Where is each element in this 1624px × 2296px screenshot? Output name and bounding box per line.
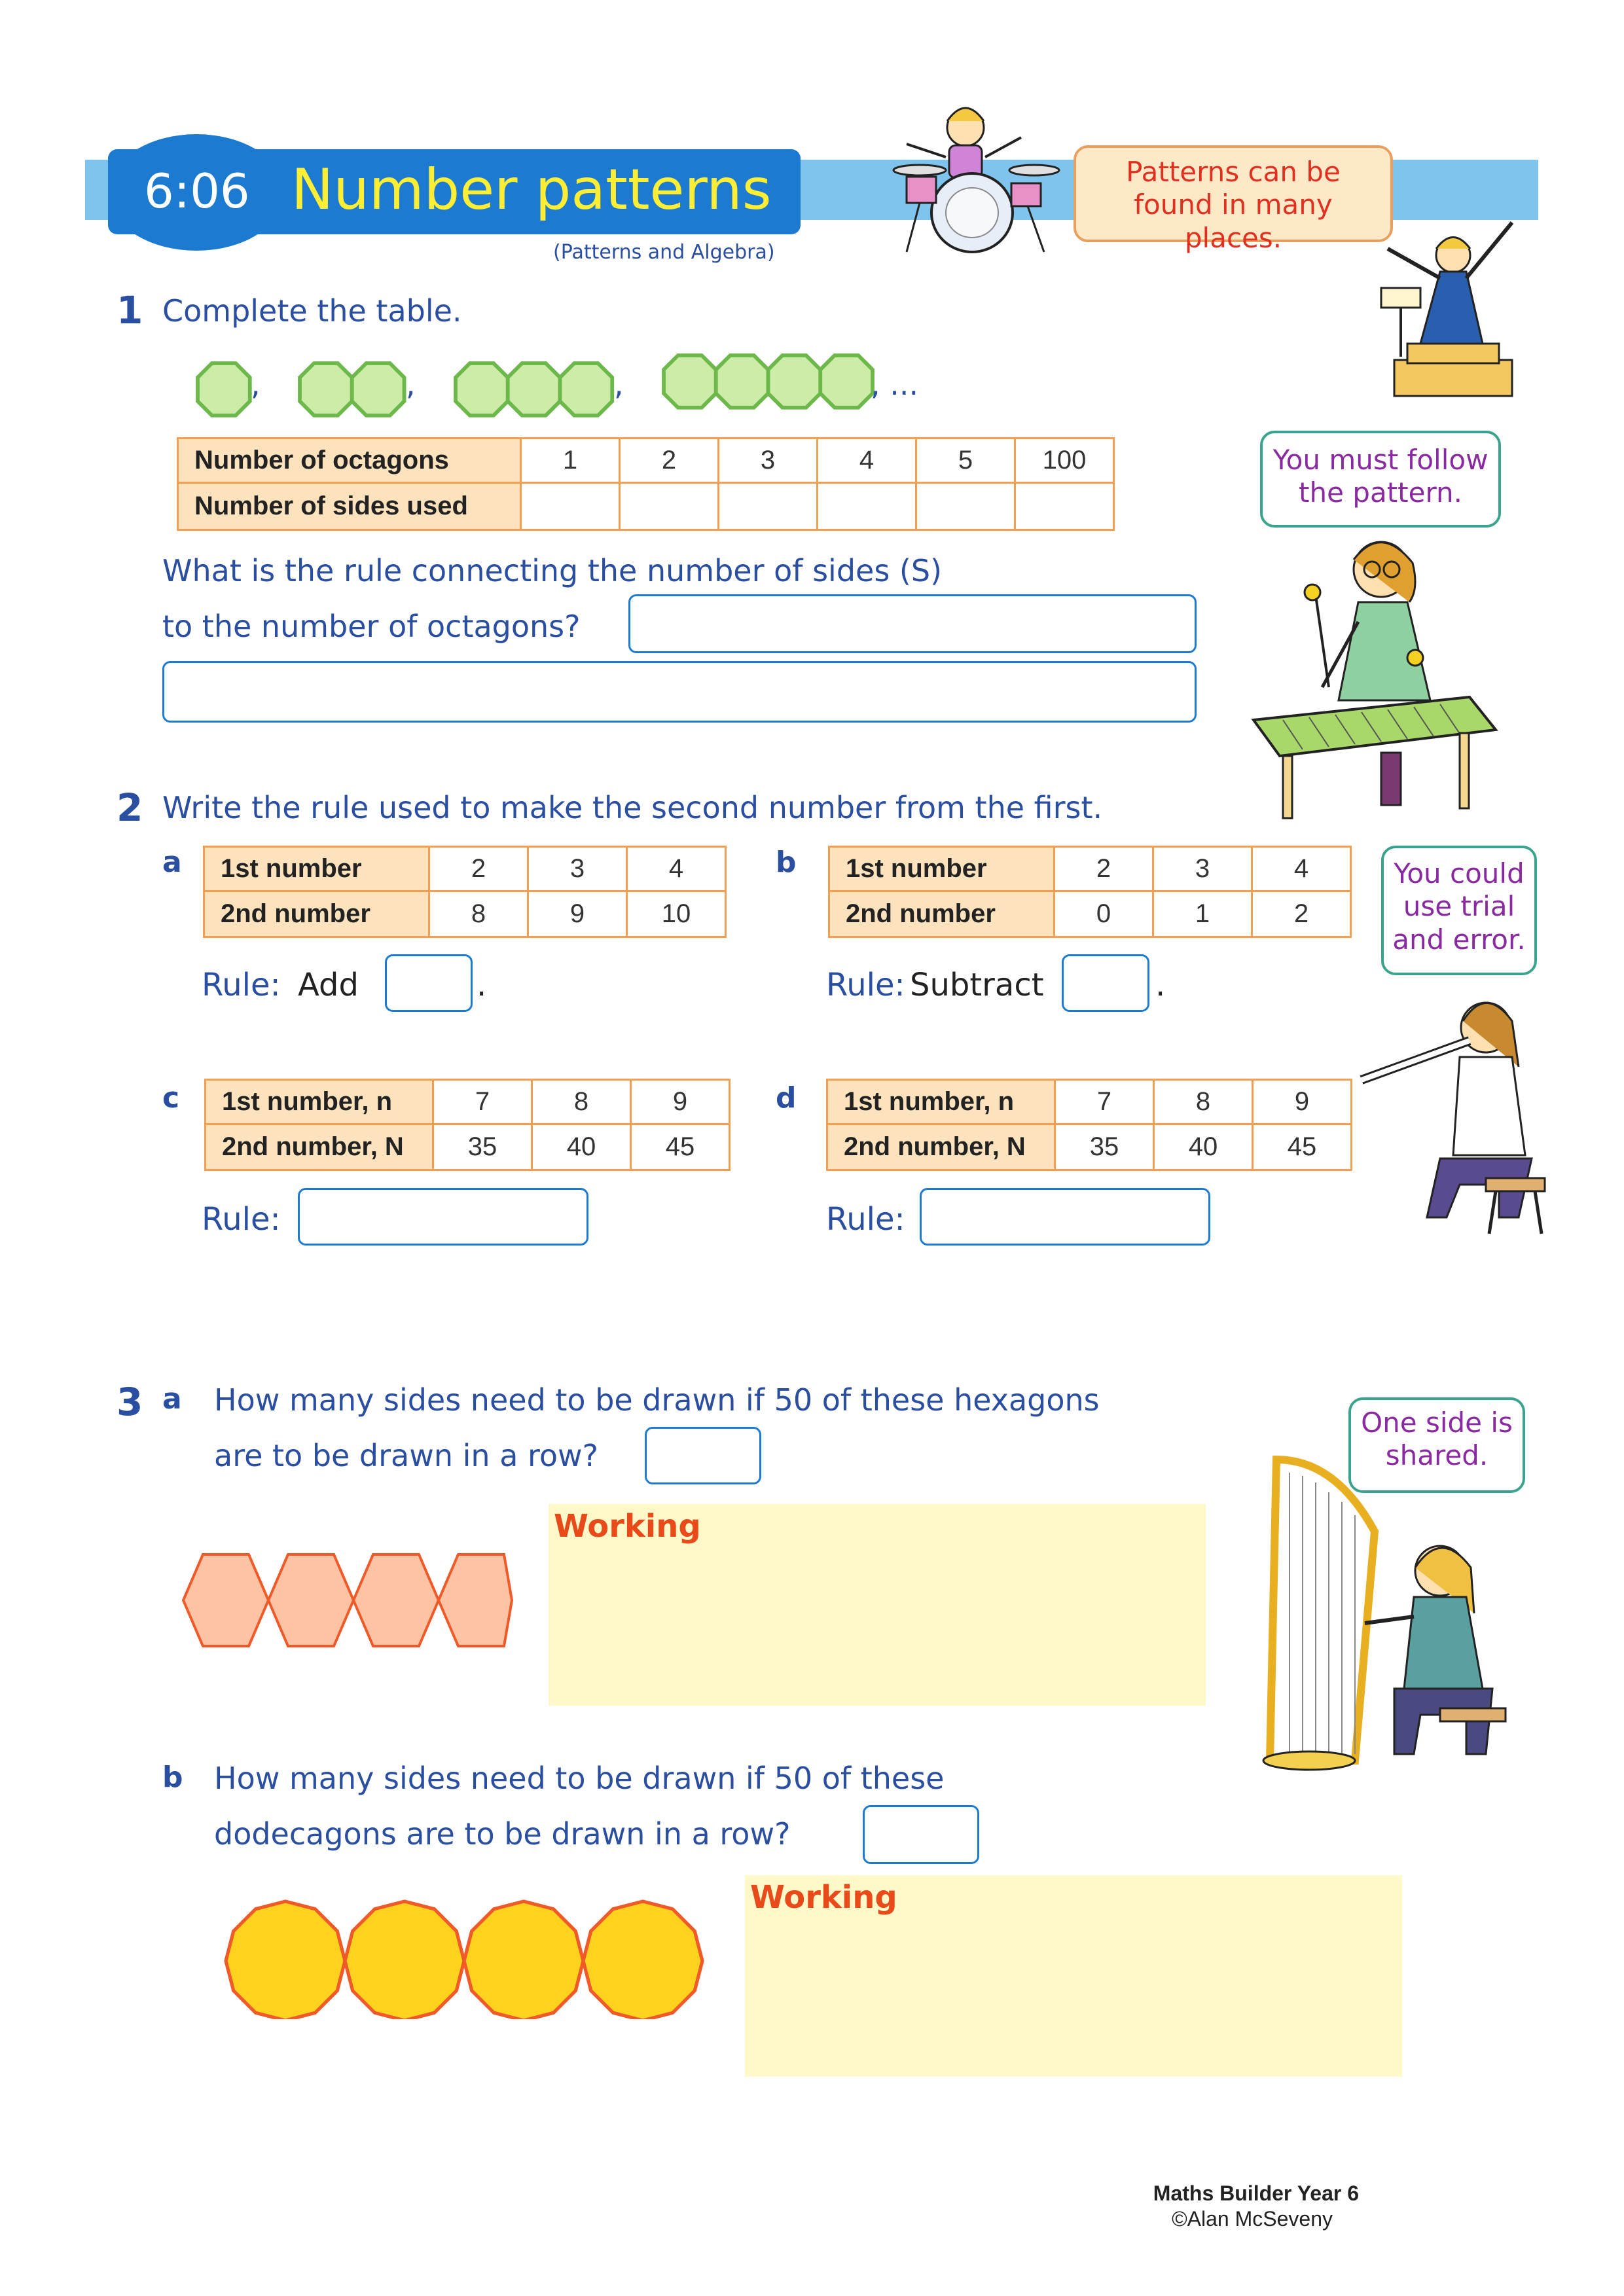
- table-2d: [826, 1079, 1352, 1171]
- table-row-label: 1st number, n: [206, 1080, 433, 1124]
- answer-cell[interactable]: [1015, 483, 1114, 530]
- table-cell: 100: [1015, 439, 1114, 483]
- table-row-label: 1st number: [204, 847, 429, 891]
- rule-end-2b: .: [1155, 967, 1166, 1003]
- q1-instruction: Complete the table.: [162, 293, 462, 329]
- part-label-2a: a: [162, 846, 182, 879]
- conductor-illustration: [1368, 203, 1545, 412]
- answer-cell[interactable]: [818, 483, 916, 530]
- table-cell: 40: [532, 1124, 631, 1170]
- table-row-label: 2nd number: [204, 891, 429, 937]
- table-row-label: 2nd number: [829, 891, 1055, 937]
- rule-answer-box-2b[interactable]: [1062, 954, 1149, 1012]
- footer-book-title: Maths Builder Year 6: [1153, 2181, 1359, 2205]
- sequence-ellipsis: , ...: [871, 367, 919, 402]
- rule-word-2b: Subtract: [910, 967, 1044, 1003]
- answer-cell[interactable]: [521, 483, 620, 530]
- sequence-comma-2: ,: [406, 367, 416, 402]
- table-cell: 9: [528, 891, 627, 937]
- rule-answer-box-2a[interactable]: [385, 954, 473, 1012]
- octagon-table: [177, 437, 1115, 531]
- part-label-3a: a: [162, 1382, 182, 1416]
- answer-cell[interactable]: [719, 483, 818, 530]
- speech-bubble-patterns: Patterns can be found in many places.: [1074, 145, 1393, 242]
- table-cell: 35: [433, 1124, 532, 1170]
- rule-word-2a: Add: [298, 967, 359, 1003]
- table-cell: 2: [429, 847, 528, 891]
- question-number-2: 2: [117, 785, 143, 830]
- speech-bubble-pattern: You must follow the pattern.: [1260, 431, 1501, 528]
- table-cell: 8: [429, 891, 528, 937]
- table-cell: 2: [1252, 891, 1351, 937]
- working-area-3a[interactable]: [549, 1504, 1206, 1706]
- q1-answer-box-2[interactable]: [162, 661, 1197, 723]
- table-row-label: 2nd number, N: [827, 1124, 1055, 1170]
- table-cell: 3: [1153, 847, 1252, 891]
- part-label-2d: d: [776, 1081, 797, 1115]
- question-number-1: 1: [117, 288, 143, 332]
- table-row-label: 2nd number, N: [206, 1124, 433, 1170]
- q3a-line1: How many sides need to be drawn if 50 of these hexagons: [214, 1382, 1100, 1418]
- table-cell: 4: [818, 439, 916, 483]
- table-cell: 5: [916, 439, 1015, 483]
- q1-question-line2: to the number of octagons?: [162, 609, 581, 644]
- hexagon-row: [177, 1548, 517, 1653]
- rule-answer-box-2d[interactable]: [920, 1188, 1210, 1246]
- table-cell: 35: [1055, 1124, 1154, 1170]
- table-cell: 8: [1154, 1080, 1253, 1124]
- table-cell: 45: [631, 1124, 730, 1170]
- working-label: Working: [554, 1508, 701, 1545]
- table-cell: 7: [433, 1080, 532, 1124]
- sequence-comma-1: ,: [251, 367, 261, 402]
- part-label-3b: b: [162, 1761, 183, 1794]
- table-cell: 2: [1055, 847, 1153, 891]
- table-row-label: Number of sides used: [178, 483, 521, 530]
- dodecagon-row: [219, 1888, 717, 2019]
- q2-instruction: Write the rule used to make the second number from the first.: [162, 790, 1103, 825]
- table-cell: 3: [719, 439, 818, 483]
- rule-end-2a: .: [477, 967, 487, 1003]
- section-number: 6:06: [144, 164, 250, 219]
- rule-label-2a: Rule:: [202, 967, 281, 1003]
- part-label-2c: c: [162, 1081, 180, 1115]
- xylophone-player-illustration: [1244, 524, 1506, 825]
- table-cell: 9: [631, 1080, 730, 1124]
- answer-cell[interactable]: [916, 483, 1015, 530]
- octagon-sequence: [190, 350, 962, 422]
- rule-label-2c: Rule:: [202, 1201, 281, 1238]
- q3a-line2: are to be drawn in a row?: [214, 1438, 599, 1473]
- speech-bubble-trial: You could use trial and error.: [1381, 846, 1537, 975]
- q3b-line2: dodecagons are to be drawn in a row?: [214, 1816, 791, 1852]
- flute-player-illustration: [1355, 982, 1551, 1244]
- table-2c: [204, 1079, 731, 1171]
- footer-copyright: ©Alan McSeveny: [1172, 2207, 1333, 2231]
- q1-answer-box[interactable]: [628, 594, 1197, 653]
- q1-question-line1: What is the rule connecting the number of sides (S): [162, 553, 943, 588]
- speech-bubble-shared: One side is shared.: [1348, 1397, 1525, 1493]
- table-cell: 9: [1253, 1080, 1352, 1124]
- part-label-2b: b: [776, 846, 797, 879]
- page-title: Number patterns: [291, 157, 772, 223]
- harp-player-illustration: [1244, 1453, 1532, 1780]
- page-subtitle: (Patterns and Algebra): [553, 241, 775, 264]
- table-cell: 1: [1153, 891, 1252, 937]
- table-row-label: 1st number: [829, 847, 1055, 891]
- table-2a: [203, 846, 727, 938]
- table-cell: 3: [528, 847, 627, 891]
- table-cell: 10: [627, 891, 726, 937]
- drummer-illustration: [880, 98, 1077, 262]
- table-row-label: 1st number, n: [827, 1080, 1055, 1124]
- table-cell: 4: [1252, 847, 1351, 891]
- answer-cell[interactable]: [620, 483, 719, 530]
- table-2b: [828, 846, 1352, 938]
- table-cell: 8: [532, 1080, 631, 1124]
- sequence-comma-3: ,: [614, 367, 624, 402]
- rule-label-2b: Rule:: [826, 967, 905, 1003]
- table-cell: 4: [627, 847, 726, 891]
- rule-answer-box-2c[interactable]: [298, 1188, 588, 1246]
- table-cell: 45: [1253, 1124, 1352, 1170]
- working-label: Working: [750, 1879, 897, 1916]
- rule-label-2d: Rule:: [826, 1201, 905, 1238]
- table-cell: 2: [620, 439, 719, 483]
- q3a-answer-box[interactable]: [645, 1427, 761, 1484]
- table-cell: 1: [521, 439, 620, 483]
- table-cell: 40: [1154, 1124, 1253, 1170]
- q3b-line1: How many sides need to be drawn if 50 of these: [214, 1761, 945, 1796]
- question-number-3: 3: [117, 1380, 143, 1424]
- table-row-label: Number of octagons: [178, 439, 521, 483]
- q3b-answer-box[interactable]: [863, 1805, 979, 1864]
- table-cell: 0: [1055, 891, 1153, 937]
- table-cell: 7: [1055, 1080, 1154, 1124]
- working-area-3b[interactable]: [745, 1875, 1402, 2077]
